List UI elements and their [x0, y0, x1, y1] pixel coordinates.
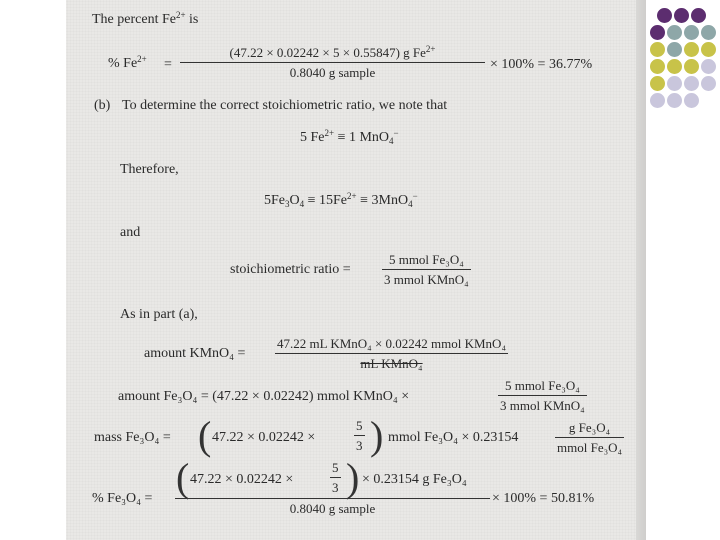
decorative-dot: [667, 25, 682, 40]
equivalence-chain: $5Fe_3O_4 \equiv 15Fe^{2+} \equiv 3MnO_4^-$: [264, 191, 418, 209]
mass-inner-expression: 47.22 × 0.02242 ×: [212, 430, 316, 445]
as-in-part-a-text: As in part (a),: [120, 307, 198, 322]
amount-kmno4-denominator: mL KMnO₄: [360, 356, 423, 371]
decorative-dot: [650, 93, 665, 108]
decorative-dot: [674, 8, 689, 23]
amount-fe3o4-label: amount Fe₃O₄ = (47.22 × 0.02242) mmol KMnO₄ ×: [118, 389, 410, 404]
ratio-numerator: 5 mmol Fe₃O₄: [388, 252, 464, 267]
mass-tail-expression: mmol Fe₃O₄ × 0.23154: [388, 430, 519, 445]
percent-fe-denominator: 0.8040 g sample: [289, 65, 376, 80]
decorative-dot: [701, 76, 716, 91]
percent-fe-result: × 100% = 36.77%: [490, 57, 593, 72]
decorative-dot: [667, 76, 682, 91]
decorative-dot: [701, 25, 716, 40]
percent-fe3o4-fraction: [175, 489, 490, 517]
amount-kmno4-numerator: 47.22 mL KMnO₄ × 0.02242 mmol KMnO₄: [277, 336, 506, 351]
amount-fe3o4-fraction: [498, 378, 587, 414]
page-edge-shadow: [636, 0, 646, 540]
amount-kmno4-fraction: [275, 336, 508, 372]
mass-unit-numerator: g Fe₃O₄: [568, 420, 611, 435]
percent-fe-numerator: (47.22 × 0.02242 × 5 × 0.55847) g $Fe^{2+}$: [229, 44, 436, 60]
decorative-dot: [684, 76, 699, 91]
decorative-dot: [701, 42, 716, 57]
therefore-text: Therefore,: [120, 162, 179, 177]
percent-fe3o4-result: × 100% = 50.81%: [492, 491, 595, 506]
percent-fe3o4-denominator: 0.8040 g sample: [289, 501, 376, 516]
decorative-dot: [667, 93, 682, 108]
equals-sign: =: [164, 57, 172, 72]
fraction-denominator: 3: [356, 438, 363, 453]
left-paren: (: [176, 455, 190, 500]
decorative-dot: [691, 8, 706, 23]
decorative-dot: [650, 25, 665, 40]
percent-fe-label: % $Fe^{2+}$: [108, 54, 147, 71]
decorative-dot: [701, 59, 716, 74]
left-paren: (: [198, 413, 212, 458]
five-thirds-fraction: [354, 418, 365, 454]
fraction-numerator: 5: [332, 460, 339, 475]
mass-unit-denominator: mmol Fe₃O₄: [557, 440, 623, 455]
part-a-intro: The percent $Fe^{2+}$ is: [92, 10, 199, 27]
decorative-dot: [684, 93, 699, 108]
percent-fe-fraction: [180, 45, 485, 81]
decorative-dot-grid: [650, 8, 720, 118]
right-paren: ): [370, 413, 384, 458]
decorative-dot: [650, 42, 665, 57]
part-b-label: (b): [94, 98, 111, 113]
stoichiometric-ratio-label: stoichiometric ratio =: [230, 262, 351, 277]
amount-kmno4-label: amount KMnO₄ =: [144, 346, 246, 361]
mass-fe3o4-label: mass Fe₃O₄ =: [94, 430, 171, 445]
percent-fe3o4-label: % Fe₃O₄ =: [92, 491, 153, 506]
decorative-dot: [650, 76, 665, 91]
fraction-numerator-spacer: [331, 489, 335, 498]
decorative-dot: [684, 42, 699, 57]
part-b-intro: To determine the correct stoichiometric ratio, we note that: [122, 98, 448, 113]
fe-mno4-relation: 5 $Fe^{2+} \equiv 1$ MnO$_4$−: [300, 128, 399, 146]
amount-fe3o4-denominator: 3 mmol KMnO₄: [500, 398, 585, 413]
fraction-numerator: 5: [356, 418, 363, 433]
decorative-dot: [684, 25, 699, 40]
percent-tail-expression: × 0.23154 g Fe₃O₄: [362, 472, 467, 487]
decorative-dot: [650, 59, 665, 74]
percent-inner-expression: 47.22 × 0.02242 ×: [190, 472, 294, 487]
and-text: and: [120, 225, 141, 240]
fraction-denominator: 3: [332, 480, 339, 495]
decorative-dot: [667, 42, 682, 57]
decorative-dot: [667, 59, 682, 74]
amount-fe3o4-numerator: 5 mmol Fe₃O₄: [504, 378, 580, 393]
mass-unit-fraction: [555, 420, 624, 456]
ratio-denominator: 3 mmol KMnO₄: [384, 272, 469, 287]
decorative-dot: [684, 59, 699, 74]
decorative-dot: [657, 8, 672, 23]
stoichiometric-ratio-fraction: [382, 252, 471, 288]
right-paren: ): [346, 455, 360, 500]
